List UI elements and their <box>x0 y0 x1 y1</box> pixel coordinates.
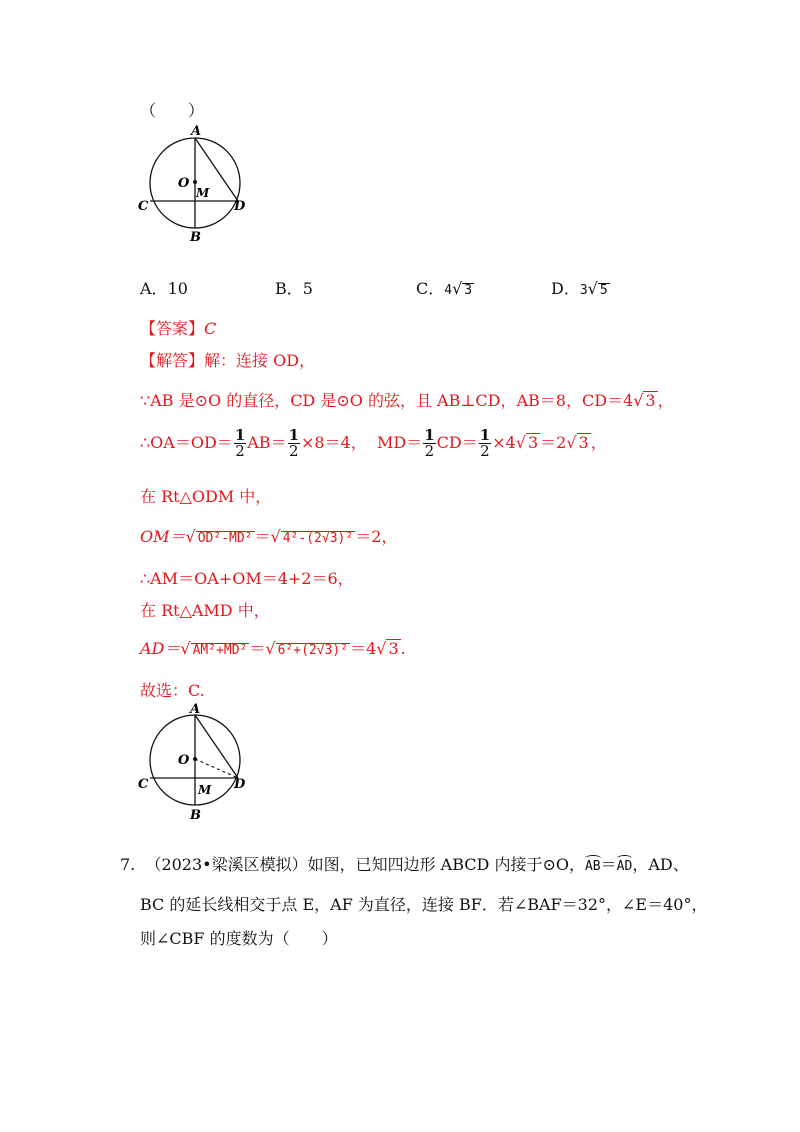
label-O: O <box>178 176 190 191</box>
solution-line-4: OM＝√ OD²-MD² ＝√ 4²-(2√3)² ＝2， <box>140 527 398 546</box>
label-D: D <box>234 777 246 792</box>
label-M: M <box>198 783 212 797</box>
circle-figure-2 <box>130 700 260 825</box>
solution-line-3: 在 Rt△ODM 中， <box>140 487 272 506</box>
label-C: C <box>138 199 149 214</box>
option-c: C．4√ 3 <box>416 279 473 298</box>
circle-figure-1 <box>130 120 260 245</box>
solution-line-5: ∴AM＝OA+OM＝4+2＝6， <box>140 569 354 588</box>
solution-intro: 【解答】解：连接 OD， <box>140 351 316 370</box>
option-b: B．5 <box>275 279 313 298</box>
label-A: A <box>190 702 201 717</box>
solution-line-7: AD＝√ AM²+MD² ＝√ 6²+(2√3)² ＝4√ 3 . <box>140 639 406 658</box>
question-7-line-1: 7. （2023•梁溪区模拟）如图，已知四边形 ABCD 内接于⊙O，AB＝AD，AD、 <box>120 855 689 874</box>
label-D: D <box>234 199 246 214</box>
solution-line-1: ∵AB 是⊙O 的直径，CD 是⊙O 的弦，且 AB⊥CD，AB＝8，CD＝4√ 3 ， <box>140 391 674 410</box>
option-d: D．3√ 5 <box>551 279 608 298</box>
answer-line: 【答案】C <box>140 319 217 338</box>
option-a: A．10 <box>140 279 188 298</box>
solution-line-6: 在 Rt△AMD 中， <box>140 601 270 620</box>
question-7-line-3: 则∠CBF 的度数为（ ） <box>140 929 338 948</box>
label-B: B <box>190 230 201 245</box>
label-A: A <box>191 124 202 139</box>
label-M: M <box>196 186 210 200</box>
label-C: C <box>138 777 149 792</box>
label-B: B <box>190 808 201 823</box>
solution-final: 故选：C. <box>140 681 205 700</box>
solution-line-2: ∴OA＝OD＝ $\frac{1}{2}$ AB＝ $\frac{1}{2}$ ×8＝4， MD＝ $\frac{1}{2}$ CD＝ $\frac{1}{2}$ ×4√ 3 ＝2√ 3 ， <box>140 426 607 460</box>
question-7-line-2: BC 的延长线相交于点 E，AF 为直径，连接 BF．若∠BAF＝32°，∠E＝40°， <box>140 895 708 914</box>
answer-bracket: （ ） <box>140 101 205 120</box>
label-O: O <box>178 753 190 768</box>
